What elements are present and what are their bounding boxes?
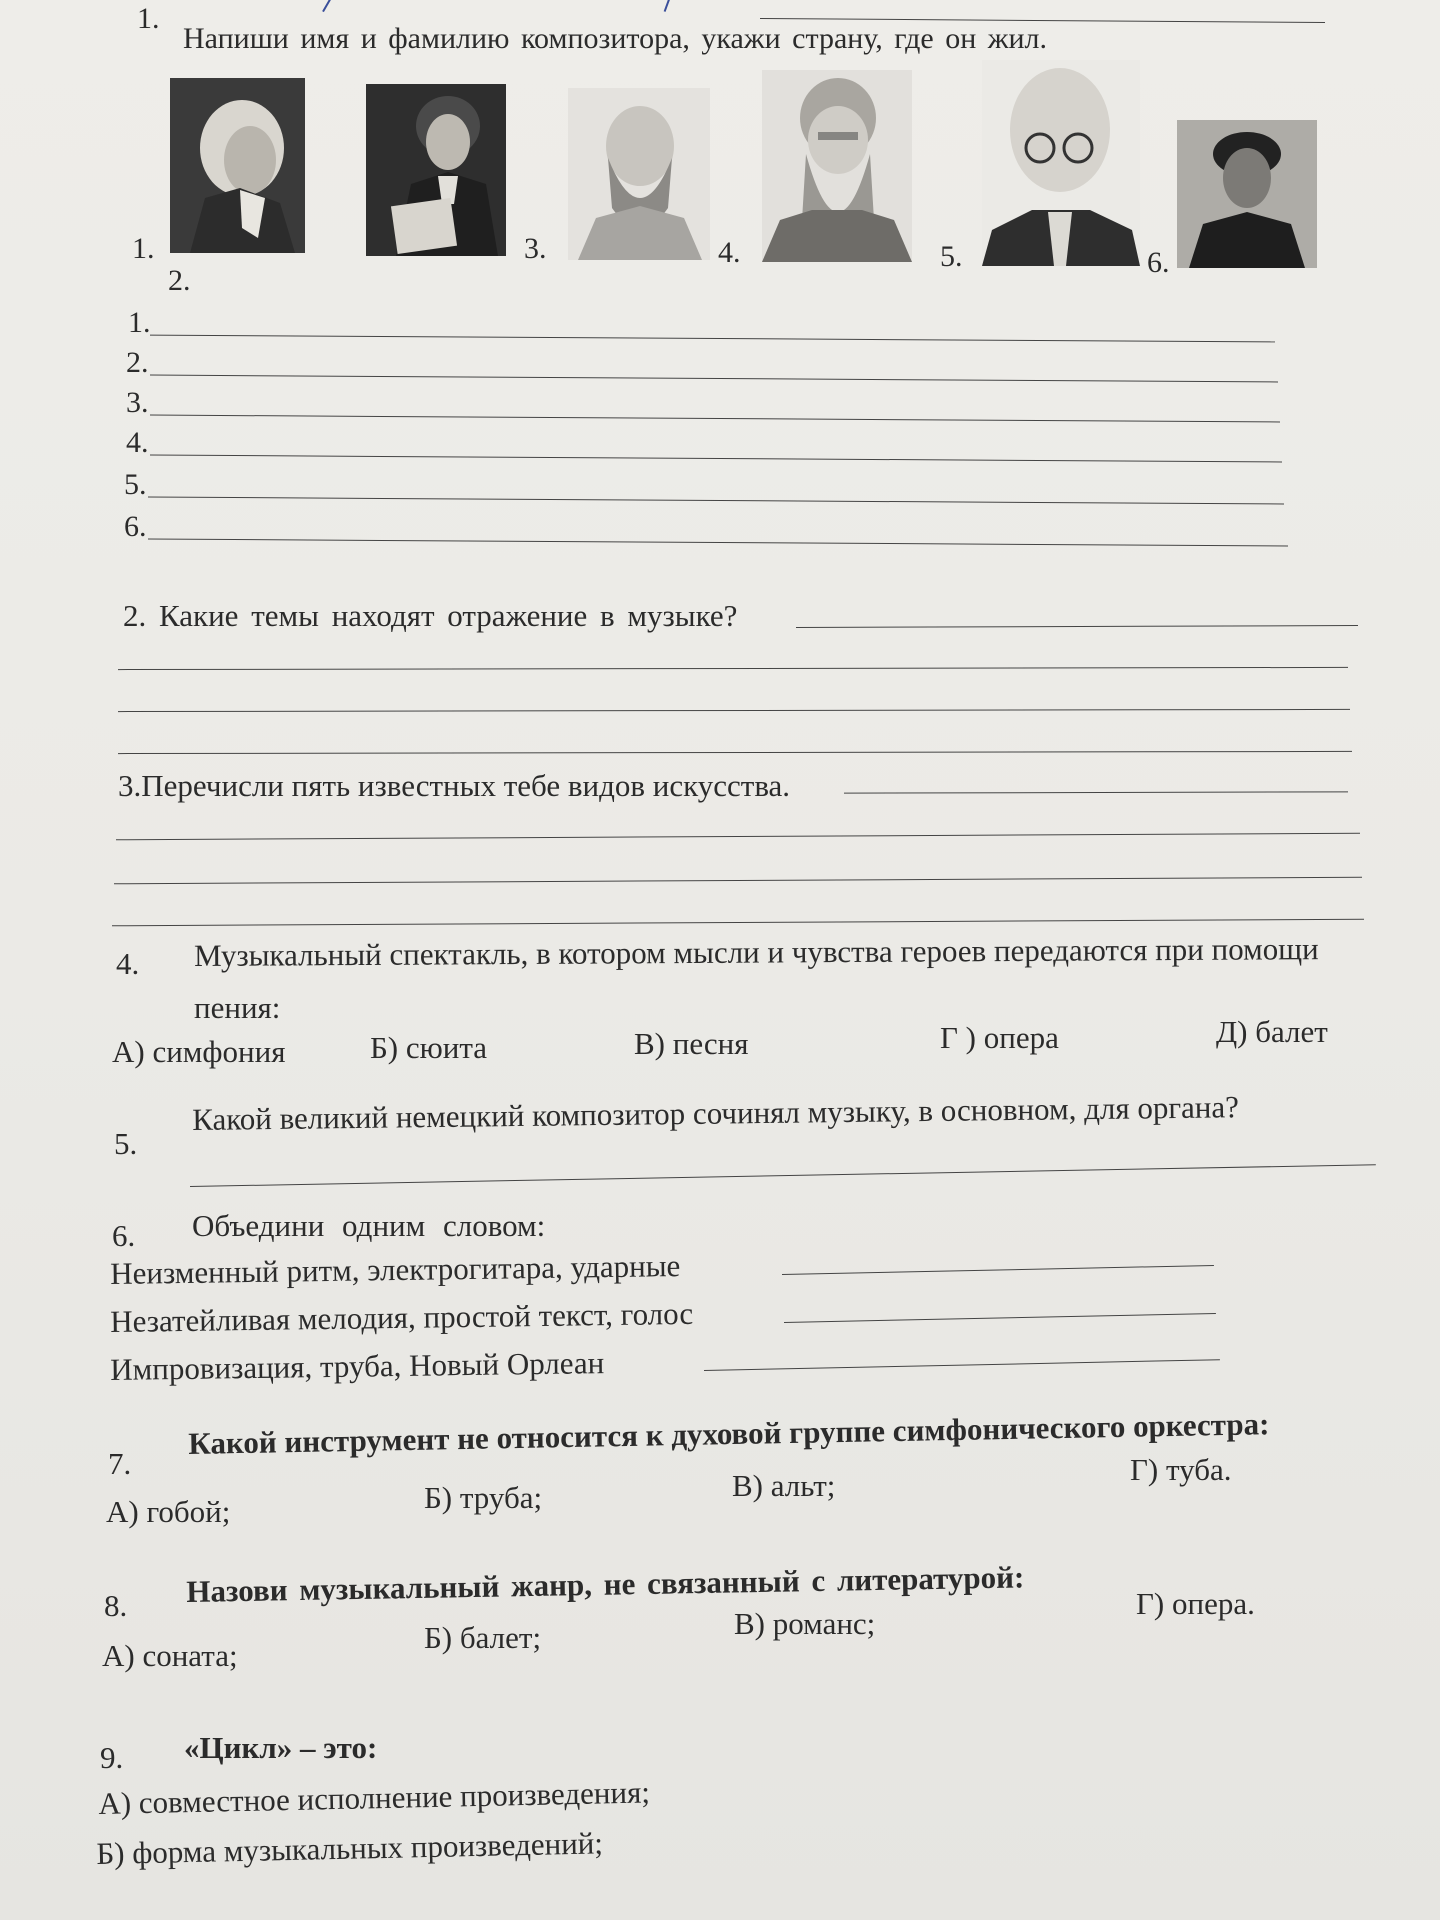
q6-number: 6. <box>112 1218 136 1253</box>
q7-option-a[interactable]: А) гобой; <box>106 1494 231 1529</box>
q4-option-c[interactable]: В) песня <box>634 1026 749 1061</box>
q4-text-line2: пения: <box>194 990 281 1025</box>
composer-portrait-6 <box>1177 120 1317 268</box>
q7-number: 7. <box>108 1446 132 1481</box>
q4-option-e[interactable]: Д) балет <box>1216 1014 1328 1049</box>
composer-portrait-4 <box>762 70 912 262</box>
q8-number: 8. <box>104 1588 128 1623</box>
q6-item-2: Незатейливая мелодия, простой текст, голос <box>110 1295 694 1339</box>
composer-portrait-2 <box>366 84 506 256</box>
photo-label-1: 1. <box>132 232 155 265</box>
q8-option-d[interactable]: Г) опера. <box>1136 1586 1255 1621</box>
ink-mark <box>322 0 334 12</box>
answer-line-1[interactable] <box>150 335 1275 343</box>
q7-text: Какой инструмент не относится к духовой группе симфонического оркестра: <box>188 1406 1270 1461</box>
composer-portrait-5 <box>982 60 1140 266</box>
q1-title: Напиши имя и фамилию композитора, укажи страну, где он жил. <box>183 22 1048 55</box>
q8-option-a[interactable]: А) соната; <box>102 1638 238 1673</box>
q2-text: 2. Какие темы находят отражение в музыке? <box>123 598 738 633</box>
composer-portrait-3 <box>568 88 710 260</box>
q7-option-c[interactable]: В) альт; <box>732 1468 836 1503</box>
answer-line-2[interactable] <box>150 375 1278 383</box>
answer-label-1: 1. <box>128 306 151 339</box>
answer-label-2: 2. <box>126 346 149 379</box>
q8-text: Назови музыкальный жанр, не связанный с литературой: <box>186 1559 1025 1609</box>
photo-label-2: 2. <box>168 264 191 297</box>
q2-answer-line-2[interactable] <box>118 667 1348 670</box>
q6-answer-line-2[interactable] <box>784 1313 1216 1323</box>
answer-label-5: 5. <box>124 468 147 501</box>
q4-option-a[interactable]: А) симфония <box>112 1034 286 1069</box>
q8-option-b[interactable]: Б) балет; <box>424 1620 542 1655</box>
q2-answer-line-4[interactable] <box>118 751 1352 754</box>
q6-answer-line-3[interactable] <box>704 1359 1220 1371</box>
q3-answer-line-4[interactable] <box>112 919 1364 927</box>
q9-option-b[interactable]: Б) форма музыкальных произведений; <box>96 1825 604 1871</box>
q5-answer-line[interactable] <box>190 1164 1376 1187</box>
q6-item-1: Неизменный ритм, электрогитара, ударные <box>110 1248 681 1291</box>
q4-text-line1: Музыкальный спектакль, в котором мысли и чувства героев передаются при помощи <box>194 931 1319 973</box>
q4-number: 4. <box>116 946 140 981</box>
answer-label-4: 4. <box>126 426 149 459</box>
q9-number: 9. <box>100 1740 124 1775</box>
q4-option-d[interactable]: Г ) опера <box>940 1020 1059 1055</box>
q9-text: «Цикл» – это: <box>184 1730 378 1765</box>
answer-line-4[interactable] <box>150 455 1282 463</box>
q7-option-d[interactable]: Г) туба. <box>1130 1452 1232 1487</box>
ink-mark <box>664 0 671 12</box>
answer-line-5[interactable] <box>148 497 1284 505</box>
q3-text: 3.Перечисли пять известных тебе видов искусства. <box>118 768 791 803</box>
q9-option-a[interactable]: А) совместное исполнение произведения; <box>98 1774 651 1821</box>
q3-answer-line-1[interactable] <box>844 791 1348 793</box>
photo-label-3: 3. <box>524 232 547 265</box>
q4-option-b[interactable]: Б) сюита <box>370 1030 488 1065</box>
q3-answer-line-2[interactable] <box>116 833 1360 841</box>
q5-number: 5. <box>114 1126 138 1161</box>
q2-answer-line-3[interactable] <box>118 709 1350 712</box>
photo-label-5: 5. <box>940 240 963 273</box>
q2-answer-line-1[interactable] <box>796 625 1358 628</box>
photo-label-6: 6. <box>1147 246 1170 279</box>
q6-item-3: Импровизация, труба, Новый Орлеан <box>110 1345 605 1387</box>
q7-option-b[interactable]: Б) труба; <box>424 1480 543 1515</box>
q5-text: Какой великий немецкий композитор сочинял музыку, в основном, для органа? <box>192 1089 1240 1137</box>
answer-label-3: 3. <box>126 386 149 419</box>
q1-number: 1. <box>137 2 160 35</box>
photo-label-4: 4. <box>718 236 741 269</box>
q6-title: Объедини одним словом: <box>192 1208 546 1243</box>
q6-answer-line-1[interactable] <box>782 1265 1214 1275</box>
q3-answer-line-3[interactable] <box>114 877 1362 885</box>
answer-line-3[interactable] <box>150 415 1280 423</box>
answer-line-6[interactable] <box>148 539 1288 547</box>
answer-label-6: 6. <box>124 510 147 543</box>
q8-option-c[interactable]: В) романс; <box>734 1606 876 1641</box>
composer-portrait-1 <box>170 78 305 253</box>
